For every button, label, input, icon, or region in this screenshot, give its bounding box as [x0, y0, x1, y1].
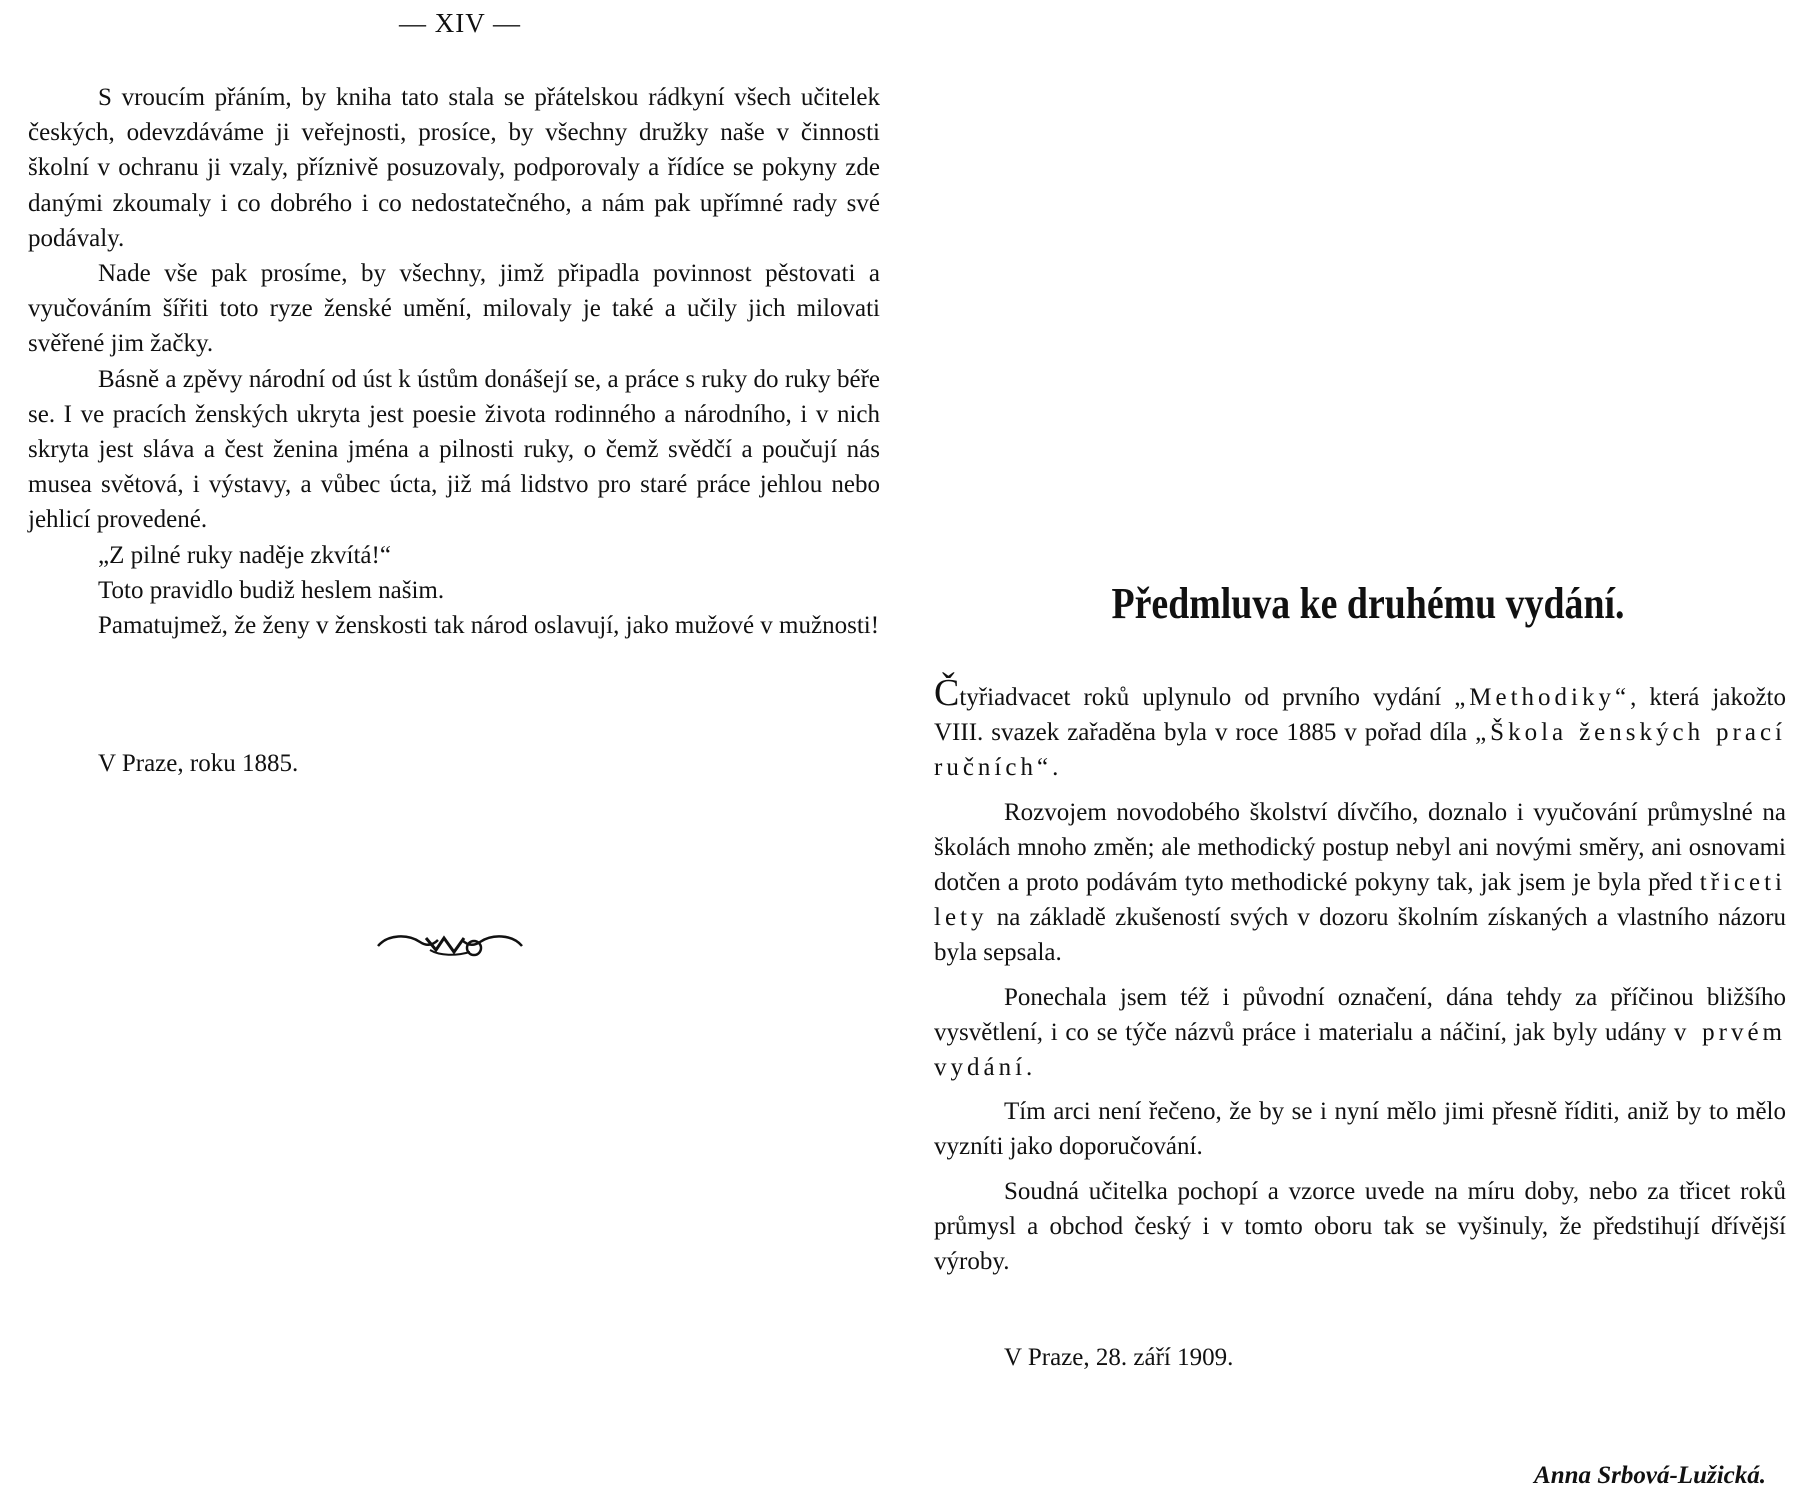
paragraph-motto: „Z pilné ruky naděje zkvítá!“ — [98, 541, 391, 569]
paragraph-intro — [934, 672, 1786, 786]
book-title-methodika: „Methodiky“ — [1454, 684, 1631, 711]
paragraph-request: Nade vše pak prosíme, by všechny, jimž připadla povinnost pěstovati a vyučováním šířiti toto ryze ženské umění, milovaly je také a učily jich milovati svěřené jim žačky. — [28, 260, 880, 358]
preface-heading: Předmluva ke druhému vydání. — [1111, 579, 1625, 628]
right-page-body — [934, 672, 1786, 1288]
intro-text-3: . — [1052, 754, 1059, 782]
development-text-1: Rozvojem novodobého školství dívčího, doznalo i vyučování průmyslné na školách mnoho změn; ale methodický postup nebyl ani novými směry, ani osnovami dotčen a proto podávám tyto methodické pokyny tak, jak jsem je byla před — [934, 798, 1786, 897]
paragraph-teacher: Soudná učitelka pochopí a vzorce uvede na míru doby, nebo za třicet roků průmysl a obchod český i v tomto oboru tak se vyšinuly, že předstihují dřívější výroby. — [934, 1177, 1786, 1276]
emphasis-thirty-years: třiceti lety — [934, 869, 1786, 932]
intro-text-1: tyřiadvacet roků uplynulo od prvního vydání — [959, 684, 1455, 711]
page-number: — XIV — — [398, 8, 521, 38]
paragraph-development — [934, 795, 1786, 971]
intro-text-2: , která jakožto VIII. svazek zařaděna byla v roce 1885 v pořad díla — [934, 684, 1786, 747]
right-dateline: V Praze, 28. září 1909. — [1004, 1344, 1234, 1371]
terminology-text-1: Ponechala jsem též i původní označení, dána tehdy za příčinou bližšího vysvětlení, i co se týče názvů práce i materialu a náčiní, jak byly udány — [934, 983, 1786, 1046]
development-text-2: na základě zkušeností svých v dozoru školním získaných a vlastního názoru byla sepsala. — [934, 904, 1786, 967]
terminology-text-2: . — [1026, 1054, 1033, 1082]
fleuron-ornament-icon — [374, 924, 526, 964]
left-page-body — [28, 80, 880, 643]
paragraph-terminology — [934, 980, 1786, 1086]
paragraph-dedication: S vroucím přáním, by kniha tato stala se přátelskou rádkyní všech učitelek českých, odevzdáváme ji veřejnosti, prosíce, by všechny družky naše v činnosti školní v ochranu ji vzaly, příznivě posuzovaly, podporovaly a řídíce se pokyny zde danými zkoumaly i co dobrého i co nedostatečného, a nám pak upřímné rady své podávaly. — [28, 84, 880, 252]
series-title: „Škola ženských prací ručních“ — [934, 719, 1786, 782]
paragraph-poetry: Básně a zpěvy národní od úst k ústům donášejí se, a práce s ruky do ruky béře se. I ve pracích ženských ukryta jest poesie života rodinného a národního, i v nich skryta jest sláva a čest ženina jména a pilnosti ruky, o čemž svědčí a poučují nás musea světová, i výstavy, a vůbec úcta, již má lidstvo pro staré práce jehlou nebo jehlicí provedené. — [28, 365, 880, 534]
drop-cap: Č — [934, 672, 960, 714]
author-signature: Anna Srbová-Lužická. — [1534, 1462, 1766, 1489]
left-dateline: V Praze, roku 1885. — [98, 750, 299, 777]
left-page — [0, 0, 900, 1500]
paragraph-caveat: Tím arci není řečeno, že by se i nyní mělo jimi přesně říditi, aniž by to mělo vyzníti jako doporučování. — [934, 1098, 1786, 1161]
paragraph-closing: Pamatujmež, že ženy v ženskosti tak národ oslavují, jako mužové v mužnosti! — [98, 612, 880, 640]
emphasis-first-edition: v prvém vydání — [934, 1018, 1786, 1082]
right-page — [930, 0, 1806, 1500]
paragraph-rule: Toto pravidlo budiž heslem našim. — [98, 576, 445, 604]
